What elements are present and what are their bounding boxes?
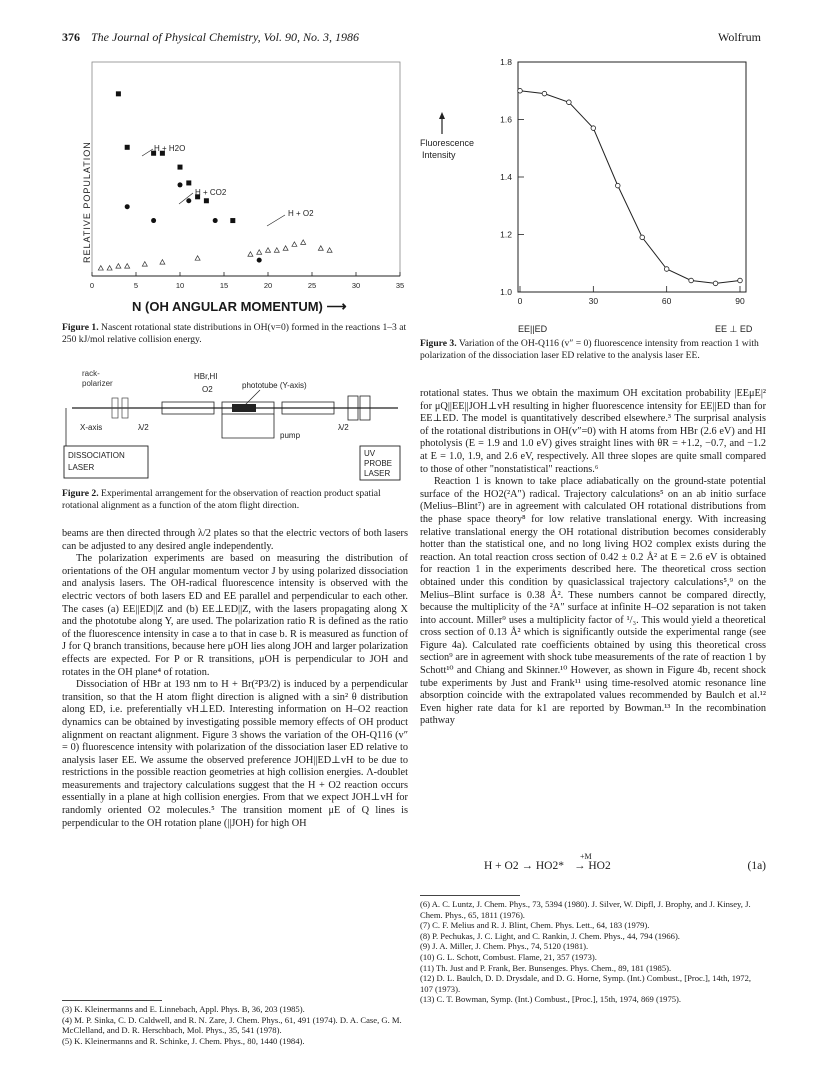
figure3-points <box>518 88 743 285</box>
figure3-point <box>518 88 523 93</box>
diss-laser-label: LASER <box>68 463 95 472</box>
figure3-ytick-label: 1.2 <box>500 229 512 240</box>
figure1-xticks <box>90 272 404 290</box>
figure2-caption-label: Figure 2. <box>62 488 99 499</box>
pump-label: pump <box>280 431 301 440</box>
figure1-point-o2 <box>266 248 271 253</box>
lambda-left-label: λ/2 <box>138 423 149 432</box>
figure1-point-o2 <box>274 248 279 253</box>
equation-rhs: → HO2 <box>574 860 611 872</box>
figure2-caption-text: Experimental arrangement for the observation of reaction product spatial rotational alignment as a function of the atom flight direction. <box>62 488 381 511</box>
figure1-xtick-label: 30 <box>351 281 361 290</box>
figure1-xtick-label: 10 <box>175 281 185 290</box>
figure1-point-o2 <box>125 264 130 269</box>
footnote: (5) K. Kleinermanns and R. Schinke, J. Chem. Phys., 80, 1440 (1984). <box>62 1035 305 1046</box>
figure1-annotation-h2o: H + H2O <box>154 144 186 153</box>
figure1-points <box>98 91 332 270</box>
figure1-point-h2o <box>230 218 235 223</box>
footnote: (8) P. Pechukas, J. C. Light, and C. Rankin, J. Chem. Phys., 44, 794 (1966). <box>420 930 680 941</box>
figure2-apparatus <box>62 362 408 484</box>
figure1-xtick-label: 25 <box>307 281 317 290</box>
figure1-caption <box>62 322 408 346</box>
footnote: (12) D. L. Baulch, D. D. Drysdale, and D. G. Horne, Symp. (Int.) Combust., [Proc.], 14th, 1972, 107 (1973). <box>420 973 752 994</box>
hbr-label: HBr,HI <box>194 372 218 381</box>
figure1-annotation-leader <box>179 193 193 204</box>
figure3-point <box>542 91 547 96</box>
figure3-caption-text: Variation of the OH-Q116 (v″ = 0) fluorescence intensity from reaction 1 with polarization of the dissociation laser ED relative to the analysis laser EE. <box>420 338 759 361</box>
figure1-point-o2 <box>257 250 262 255</box>
figure1-point-o2 <box>318 246 323 251</box>
figure1-caption-label: Figure 1. <box>62 322 99 333</box>
lambda-right-label: λ/2 <box>338 423 349 432</box>
paragraph: rotational states. Thus we obtain the maximum OH excitation probability |EEμE|² for μQ||EE||JOH⊥vH resulting in higher fluorescence intensity for EE||ED than for EE⊥ED. The model is quantitatively described elsewhere.³ The surprisal analysis of the rotational distributions in OH(v″=0) with H atoms from HBr (2.6 eV) and HI photolysis (E = 1.9 and 1.0 eV) gives straight lines with θR = +1.2, −0.7, and −1.2 at E = 1.0, 1.9, and 2.6 eV, respectively. All three slopes are quite small compared to those of other "nonstatistical" reactions.⁶ <box>420 388 766 475</box>
polarizer-label: rack- <box>82 369 100 378</box>
equation-lhs: H + O2 → HO2* <box>484 860 564 872</box>
footnote: (4) M. P. Sinka, C. D. Caldwell, and R. N. Zare, J. Chem. Phys., 61, 491 (1974). D. A. Case, G. M. McClelland, and D. R. Herschbach, Mol. Phys., 35, 541 (1978). <box>62 1014 402 1036</box>
figure1-plot <box>62 58 407 323</box>
figure2-caption <box>62 488 408 512</box>
footnote-rule <box>420 895 520 896</box>
figure1-point-co2 <box>151 218 156 223</box>
figure3-point <box>738 278 743 283</box>
figure1-point-o2 <box>160 260 165 265</box>
figure3-point <box>591 126 596 131</box>
figure3-xtick-label: 0 <box>517 296 523 306</box>
interaction-region <box>232 404 256 412</box>
footnote: (11) Th. Just and P. Frank, Ber. Bunsenges. Phys. Chem., 89, 181 (1985). <box>420 962 672 973</box>
right-column-text <box>420 388 766 728</box>
figure1-point-h2o <box>125 145 130 150</box>
figure3-x-right-label: EE ⊥ ED <box>715 324 753 334</box>
figure1-ylabel: RELATIVE POPULATION <box>82 141 92 263</box>
footnote: (3) K. Kleinermanns and E. Linnebach, Appl. Phys. B, 36, 203 (1985). <box>62 1004 305 1014</box>
paragraph: The polarization experiments are based on measuring the distribution of orientations of the OH angular momentum vector J by using polarized dissociation and analysis lasers. The OH-radical fluorescence intensity is observed with the electric vectors of both lasers ED and EE parallel and perpendicular to each other. The cases (a) EE||ED||Z and (b) EE⊥ED||Z, with the lasers propagating along X and the phototube along Y, are used. The polarization ratio R is defined as the ratio of the fluorescence intensity in case a to that in case b. R is measured as function of J for Q branch transitions, because here μOH lies along JOH and larger polarization effects are expected. For P or R transitions, μOH is perpendicular to JOH and rotates in the OH plane⁴ of rotation. <box>62 553 408 678</box>
figure1-point-o2 <box>195 256 200 261</box>
figure1-point-h2o <box>116 91 121 96</box>
figure3-ytick-label: 1.0 <box>500 287 512 297</box>
figure1-annotation-leader <box>267 215 285 226</box>
figure1-xlabel-text: N (OH ANGULAR MOMENTUM) <box>132 299 323 314</box>
figure1-point-h2o <box>204 198 209 203</box>
figure3-ytick-label: 1.8 <box>500 57 512 67</box>
figure1-point-o2 <box>142 262 147 267</box>
figure1-caption-text: Nascent rotational state distributions in OH(v=0) formed in the reactions 1–3 at 250 kJ/mol relative collision energy. <box>62 322 407 345</box>
uv-laser-label: UV <box>364 449 376 458</box>
figure3-xtick-label: 30 <box>588 296 599 306</box>
arrow-up-icon-head <box>439 112 445 119</box>
figure1-xtick-label: 35 <box>395 281 405 290</box>
footnote: (13) C. T. Bowman, Symp. (Int.) Combust., [Proc.], 15th, 1974, 869 (1975). <box>420 994 682 1005</box>
figure1-annotation-co2: H + CO2 <box>195 188 227 197</box>
figure1-point-o2 <box>327 248 332 253</box>
figure3-ylabel-line1: Fluorescence <box>420 138 475 148</box>
page-header <box>62 30 359 45</box>
arrow-right-icon: ⟶ <box>326 298 347 314</box>
figure1-point-o2 <box>248 252 253 257</box>
figure1-point-o2 <box>98 266 103 271</box>
equation-1a <box>420 852 766 876</box>
phototube-leader <box>244 390 260 406</box>
figure1-point-o2 <box>283 246 288 251</box>
footnote: (10) G. L. Schott, Combust. Flame, 21, 357 (1973). <box>420 951 597 962</box>
left-column-text <box>62 528 408 830</box>
figure1-annotation-o2: H + O2 <box>288 209 314 218</box>
o2-label: O2 <box>202 385 213 394</box>
figure1-xlabel <box>132 298 347 315</box>
figure3-xticks <box>518 286 745 306</box>
figure3-point <box>689 278 694 283</box>
figure3-plot <box>420 52 770 337</box>
figure1-xtick-label: 5 <box>133 281 139 290</box>
polarizer-label: polarizer <box>82 379 113 388</box>
figure1-point-co2 <box>186 198 191 203</box>
figure3-caption <box>420 338 766 362</box>
figure1-point-co2 <box>125 204 130 209</box>
running-author: Wolfrum <box>717 30 761 44</box>
phototube-label: phototube (Y-axis) <box>242 381 307 390</box>
figure3-x-left-label: EE||ED <box>518 324 548 334</box>
figure1-point-co2 <box>257 258 262 263</box>
figure1-xtick-label: 20 <box>263 281 273 290</box>
figure3-xtick-label: 90 <box>735 296 745 306</box>
diss-laser-label: DISSOCIATION <box>68 451 125 460</box>
figure1-xtick-label: 0 <box>89 281 95 290</box>
figure1-point-o2 <box>116 264 121 269</box>
paragraph: Reaction 1 is known to take place adiabatically on the ground-state potential surface of the HO2(²A″) radical. Trajectory calculations⁵ on an ab initio surface (Melius–Blint⁷) are in agreement with calculated OH rotational distributions from the phase space theory⁸ for low relative translational energy. With increasing relative translational energy the OH rotational distribution becomes considerably hotter than the statistical one, and no long living HO2 complex exists during the reaction. An total reaction cross section of 0.42 ± 0.2 Å² at E = 2.6 eV is obtained for reaction 1 in the experiments described here. The theoretical cross section obtained under this condition by quasiclassical trajectory calculations⁵,⁹ on the Melius–Blint surface is 0.38 Å². These numbers cannot be compared directly, because the multiplicity of the ²A″ surface at infinite H–O2 separation is not taken into account. Miller⁹ uses a multiplicity factor of ¹/₃. This would yield a theoretical cross section of 0.13 Å² which is significantly outside the experimental range (see Figure 4a). Calculated rate coefficients obtained by using this theoretical cross section⁹ are in agreement with shock tube measurements of the rate of reaction 1 by Schott¹⁰ and Chiang and Skinner.¹⁰ However, as shown in Figure 4b, recent shock tube experiments by Just and Frank¹¹ using time-resolved atomic resonance line absorption coincide with the extrapolated values recommended by Baulch et al.¹² Even higher rate data for k1 are reported by Bowman.¹³ In the recombination pathway <box>420 476 766 727</box>
figure3-point <box>640 235 645 240</box>
figure3-point <box>713 281 718 286</box>
figure3-point <box>567 100 572 105</box>
journal-title: The Journal of Physical Chemistry, Vol. 90, No. 3, 1986 <box>91 30 359 44</box>
figure1-point-h2o <box>186 180 191 185</box>
figure1-point-o2 <box>301 240 306 245</box>
paragraph: Dissociation of HBr at 193 nm to H + Br(²P3/2) is induced by a perpendicular transition, so that the H atom flight direction is aligned with a sin² θ distribution along ED, i.e. preferentially vH⊥ED. Interesting information on H–O2 reaction dynamics can be obtained by investigating possible memory effects of OH product alignment on reactant alignment. Figure 3 shows the variation of the OH-Q116 (v″ = 0) fluorescence intensity with polarization of the dissociation laser ED relative to analysis laser EE. We assume the observed preference JOH||ED⊥vH to be due to restrictions in the possible reaction geometries at high collision energies. Λ-doublet measurements and trajectory calculations suggest that the H + O2 reaction occurs essentially in a plane at high collision energies. From that we expect JOH⊥vH for randomly oriented O2 molecules.⁵ The transition moment μE of Q lines is perpendicular to the OH rotation plane (||JOH) for high OH <box>62 679 408 829</box>
uv-laser-label: LASER <box>364 469 391 478</box>
figure3-ytick-label: 1.4 <box>500 172 512 182</box>
page-number: 376 <box>62 30 80 44</box>
xaxis-label: X-axis <box>80 423 103 432</box>
figure3-caption-label: Figure 3. <box>420 338 457 349</box>
figure1-point-h2o <box>178 165 183 170</box>
figure3-ylabel-line2: Intensity <box>422 150 456 160</box>
footnote: (6) A. C. Luntz, J. Chem. Phys., 73, 5394 (1980). J. Silver, W. Dipfl, J. Brophy, and J. Kinsey, J. Chem. Phys., 65, 1811 (1976). <box>420 899 751 920</box>
figure3-point <box>615 183 620 188</box>
footnotes-left <box>62 1004 408 1046</box>
paragraph: beams are then directed through λ/2 plates so that the electric vectors of both lasers can be adjusted to any desired angle independently. <box>62 528 408 552</box>
figure1-point-co2 <box>178 182 183 187</box>
pump-line <box>222 414 274 438</box>
figure3-ytick-label: 1.6 <box>500 114 512 125</box>
footnotes-right <box>420 899 766 1005</box>
figure3-point <box>664 267 669 272</box>
figure3-xtick-label: 60 <box>661 296 672 306</box>
figure1-xtick-label: 15 <box>219 281 229 290</box>
equation-over: +M <box>580 852 592 861</box>
footnote: (9) J. A. Miller, J. Chem. Phys., 74, 5120 (1981). <box>420 941 589 952</box>
footnote-rule <box>62 1000 162 1001</box>
figure1-point-o2 <box>107 266 112 271</box>
equation-label: (1a) <box>747 860 766 872</box>
figure3-curve <box>520 91 740 284</box>
figure1-point-co2 <box>213 218 218 223</box>
uv-laser-label: PROBE <box>364 459 393 468</box>
figure1-point-o2 <box>292 242 297 247</box>
figure1-frame <box>92 62 400 276</box>
footnote: (7) C. F. Melius and R. J. Blint, Chem. Phys. Lett., 64, 183 (1979). <box>420 920 650 931</box>
